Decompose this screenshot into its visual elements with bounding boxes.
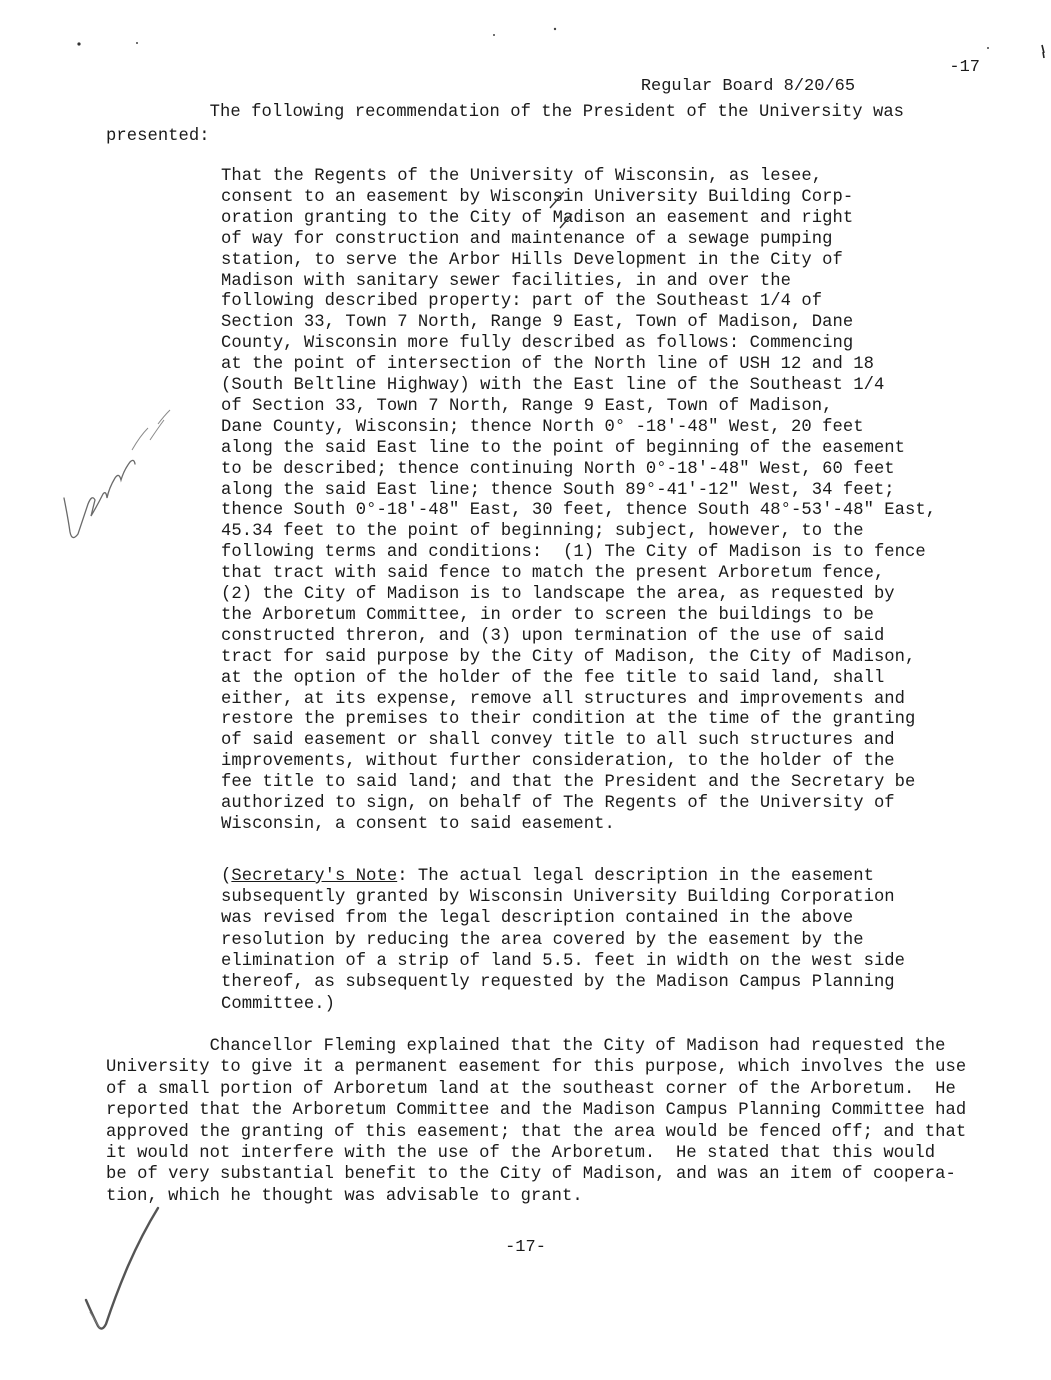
explanation-line: Chancellor Fleming explained that the City of Madison had requested the <box>106 1037 946 1056</box>
margin-scrawl <box>132 410 170 450</box>
intro-line: presented: <box>106 127 210 146</box>
resolution-line: of way for construction and maintenance of a sewage pumping <box>221 229 833 249</box>
resolution-line: of said easement or shall convey title to all such structures and <box>221 731 895 751</box>
resolution-line: of Section 33, Town 7 North, Range 9 East, Town of Madison, <box>221 396 833 416</box>
header-page-number: -17 <box>949 58 980 77</box>
edge-mark <box>1042 45 1044 58</box>
resolution-line: consent to an easement by Wisconsin University Building Corp- <box>221 187 854 207</box>
footer-page-number: -17- <box>505 1238 546 1257</box>
resolution-line: at the option of the holder of the fee title to said land, shall <box>221 668 885 688</box>
check-mark-icon <box>86 1208 158 1329</box>
explanation-line: it would not interfere with the use of the Arboretum. He stated that this would <box>106 1144 936 1163</box>
header-meeting-date: Regular Board 8/20/65 <box>640 77 856 96</box>
note-line: resolution by reducing the area covered by the easement by the <box>221 930 864 950</box>
resolution-line: restore the premises to their condition at the time of the granting <box>221 710 916 730</box>
resolution-line: (2) the City of Madison is to landscape the area, as requested by <box>221 585 895 604</box>
explanation-line: of a small portion of Arboretum land at the southeast corner of the Arboretum. He <box>106 1079 956 1099</box>
resolution-line: (South Beltline Highway) with the East line of the Southeast 1/4 <box>221 376 885 395</box>
explanation-line: reported that the Arboretum Committee and the Madison Campus Planning Committee had <box>106 1101 967 1121</box>
resolution-line: along the said East line; thence South 89°-41'-12" West, 34 feet; <box>221 480 895 500</box>
note-line: subsequently granted by Wisconsin University Building Corporation <box>221 888 895 907</box>
resolution-line: oration granting to the City of Madison an easement and right <box>221 208 854 228</box>
resolution-line: authorized to sign, on behalf of The Regents of the University of <box>221 794 895 813</box>
note-line: thereof, as subsequently requested by the Madison Campus Planning <box>221 973 895 993</box>
resolution-line: the Arboretum Committee, in order to screen the buildings to be <box>221 605 874 625</box>
explanation-line: tion, which he thought was advisable to grant. <box>106 1186 583 1206</box>
resolution-line: tract for said purpose by the City of Madison, the City of Madison, <box>221 647 916 667</box>
resolution-line: That the Regents of the University of Wisconsin, as lesee, <box>221 167 823 186</box>
resolution-line: Madison with sanitary sewer facilities, in and over the <box>221 271 792 291</box>
note-line: (Secretary's Note: The actual legal description in the easement <box>221 867 874 886</box>
explanation-line: be of very substantial benefit to the City of Madison, and was an item of coopera- <box>106 1165 956 1185</box>
resolution-line: 45.34 feet to the point of beginning; subject, however, to the <box>221 522 864 542</box>
scan-speck <box>987 47 989 49</box>
resolution-line: constructed threron, and (3) upon termination of the use of said <box>221 626 885 646</box>
resolution-line: that tract with said fence to match the present Arboretum fence, <box>221 564 885 584</box>
scan-speck <box>136 42 138 44</box>
note-first-line-rest: : The actual legal description in the easement <box>397 867 874 886</box>
resolution-line: station, to serve the Arbor Hills Development in the City of <box>221 250 843 270</box>
check-mark-shadow <box>90 1312 100 1328</box>
note-line: Committee.) <box>221 994 336 1014</box>
resolution-line: either, at its expense, remove all structures and improvements and <box>221 689 906 709</box>
margin-signature <box>64 460 135 537</box>
resolution-line: Wisconsin, a consent to said easement. <box>221 814 615 834</box>
intro-line: The following recommendation of the President of the University was <box>106 103 905 122</box>
resolution-line: County, Wisconsin more fully described as follows: Commencing <box>221 334 854 354</box>
scan-speck <box>554 28 556 30</box>
resolution-line: along the said East line to the point of beginning of the easement <box>221 438 906 458</box>
resolution-line: following described property: part of the Southeast 1/4 of <box>221 292 823 312</box>
note-line: was revised from the legal description contained in the above <box>221 909 854 929</box>
resolution-line: improvements, without further consideration, to the holder of the <box>221 752 895 772</box>
note-line: elimination of a strip of land 5.5. feet in width on the west side <box>221 951 906 971</box>
resolution-line: fee title to said land; and that the President and the Secretary be <box>221 773 916 793</box>
resolution-line: following terms and conditions: (1) The City of Madison is to fence <box>221 543 926 563</box>
resolution-line: Section 33, Town 7 North, Range 9 East, Town of Madison, Dane <box>221 313 854 333</box>
resolution-line: Dane County, Wisconsin; thence North 0° -18'-48" West, 20 feet <box>221 417 864 437</box>
resolution-line: to be described; thence continuing North 0°-18'-48" West, 60 feet <box>221 459 895 479</box>
explanation-line: approved the granting of this easement; that the area would be fenced off; and that <box>106 1122 967 1142</box>
resolution-line: thence South 0°-18'-48" East, 30 feet, thence South 48°-53'-48" East, <box>221 501 937 521</box>
resolution-line: at the point of intersection of the North line of USH 12 and 18 <box>221 355 874 375</box>
scan-speck <box>493 34 495 36</box>
note-label: Secretary's Note <box>231 867 398 886</box>
explanation-line: University to give it a permanent easement for this purpose, which involves the use <box>106 1058 967 1078</box>
scan-speck <box>77 42 80 45</box>
